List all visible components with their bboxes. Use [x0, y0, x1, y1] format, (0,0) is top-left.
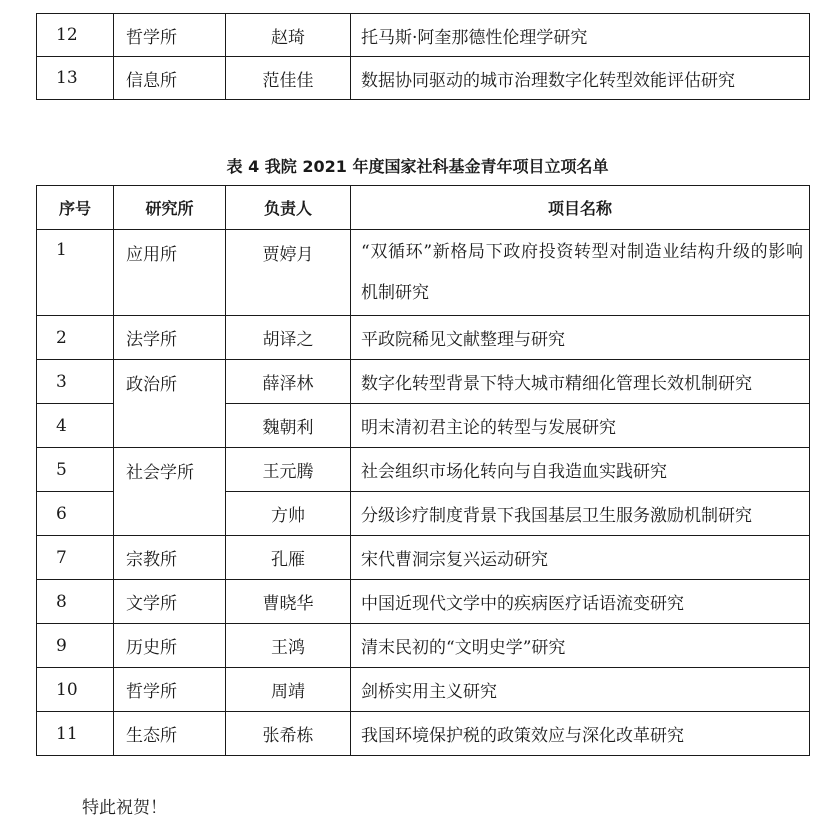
institute-cell: 社会学所 [114, 448, 226, 536]
closing-remark: 特此祝贺！ [82, 798, 167, 818]
leader-cell: 方帅 [226, 492, 351, 536]
institute-cell: 文学所 [114, 580, 226, 624]
row-number: 5 [37, 448, 114, 492]
previous-table-continuation [36, 13, 810, 100]
leader-cell: 王元腾 [226, 448, 351, 492]
leader-cell: 魏朝利 [226, 404, 351, 448]
row-number: 6 [37, 492, 114, 536]
table-row [37, 712, 810, 756]
project-cell: 社会组织市场化转向与自我造血实践研究 [351, 448, 810, 492]
table-row [37, 580, 810, 624]
institute-cell: 信息所 [114, 57, 226, 100]
institute-cell: 应用所 [114, 230, 226, 316]
leader-cell: 赵琦 [226, 14, 351, 57]
table-4 [36, 185, 810, 756]
table-4-caption: 表 4 我院 2021 年度国家社科基金青年项目立项名单 [226, 157, 609, 176]
row-number: 2 [37, 316, 114, 360]
row-number: 8 [37, 580, 114, 624]
leader-cell: 张希栋 [226, 712, 351, 756]
table-row [37, 668, 810, 712]
project-cell: 托马斯·阿奎那德性伦理学研究 [351, 14, 810, 57]
institute-cell: 法学所 [114, 316, 226, 360]
project-cell: 明末清初君主论的转型与发展研究 [351, 404, 810, 448]
project-cell: 中国近现代文学中的疾病医疗话语流变研究 [351, 580, 810, 624]
leader-cell: 周靖 [226, 668, 351, 712]
leader-cell: 贾婷月 [226, 230, 351, 316]
table-row [37, 360, 810, 404]
row-number: 13 [37, 57, 114, 100]
table-row [37, 448, 810, 492]
row-number: 3 [37, 360, 114, 404]
project-cell: 剑桥实用主义研究 [351, 668, 810, 712]
row-number: 7 [37, 536, 114, 580]
leader-cell: 王鸿 [226, 624, 351, 668]
row-number: 4 [37, 404, 114, 448]
header-leader: 负责人 [226, 186, 351, 230]
institute-cell: 哲学所 [114, 668, 226, 712]
table-row [37, 536, 810, 580]
project-cell: 数据协同驱动的城市治理数字化转型效能评估研究 [351, 57, 810, 100]
project-cell: “双循环”新格局下政府投资转型对制造业结构升级的影响机制研究 [351, 230, 810, 316]
institute-cell: 生态所 [114, 712, 226, 756]
project-cell: 宋代曹洞宗复兴运动研究 [351, 536, 810, 580]
project-cell: 清末民初的“文明史学”研究 [351, 624, 810, 668]
header-row [37, 186, 810, 230]
row-number: 11 [37, 712, 114, 756]
project-cell: 我国环境保护税的政策效应与深化改革研究 [351, 712, 810, 756]
table-row [37, 57, 810, 100]
row-number: 1 [37, 230, 114, 316]
leader-cell: 曹晓华 [226, 580, 351, 624]
leader-cell: 范佳佳 [226, 57, 351, 100]
project-cell: 分级诊疗制度背景下我国基层卫生服务激励机制研究 [351, 492, 810, 536]
header-no: 序号 [37, 186, 114, 230]
project-cell: 平政院稀见文献整理与研究 [351, 316, 810, 360]
header-institute: 研究所 [114, 186, 226, 230]
institute-cell: 历史所 [114, 624, 226, 668]
table-row [37, 316, 810, 360]
project-cell: 数字化转型背景下特大城市精细化管理长效机制研究 [351, 360, 810, 404]
header-project: 项目名称 [351, 186, 810, 230]
institute-cell: 宗教所 [114, 536, 226, 580]
institute-cell: 哲学所 [114, 14, 226, 57]
leader-cell: 薛泽林 [226, 360, 351, 404]
row-number: 9 [37, 624, 114, 668]
table-row [37, 14, 810, 57]
table-row [37, 624, 810, 668]
row-number: 10 [37, 668, 114, 712]
leader-cell: 孔雁 [226, 536, 351, 580]
row-number: 12 [37, 14, 114, 57]
leader-cell: 胡译之 [226, 316, 351, 360]
table-row [37, 230, 810, 316]
institute-cell: 政治所 [114, 360, 226, 448]
